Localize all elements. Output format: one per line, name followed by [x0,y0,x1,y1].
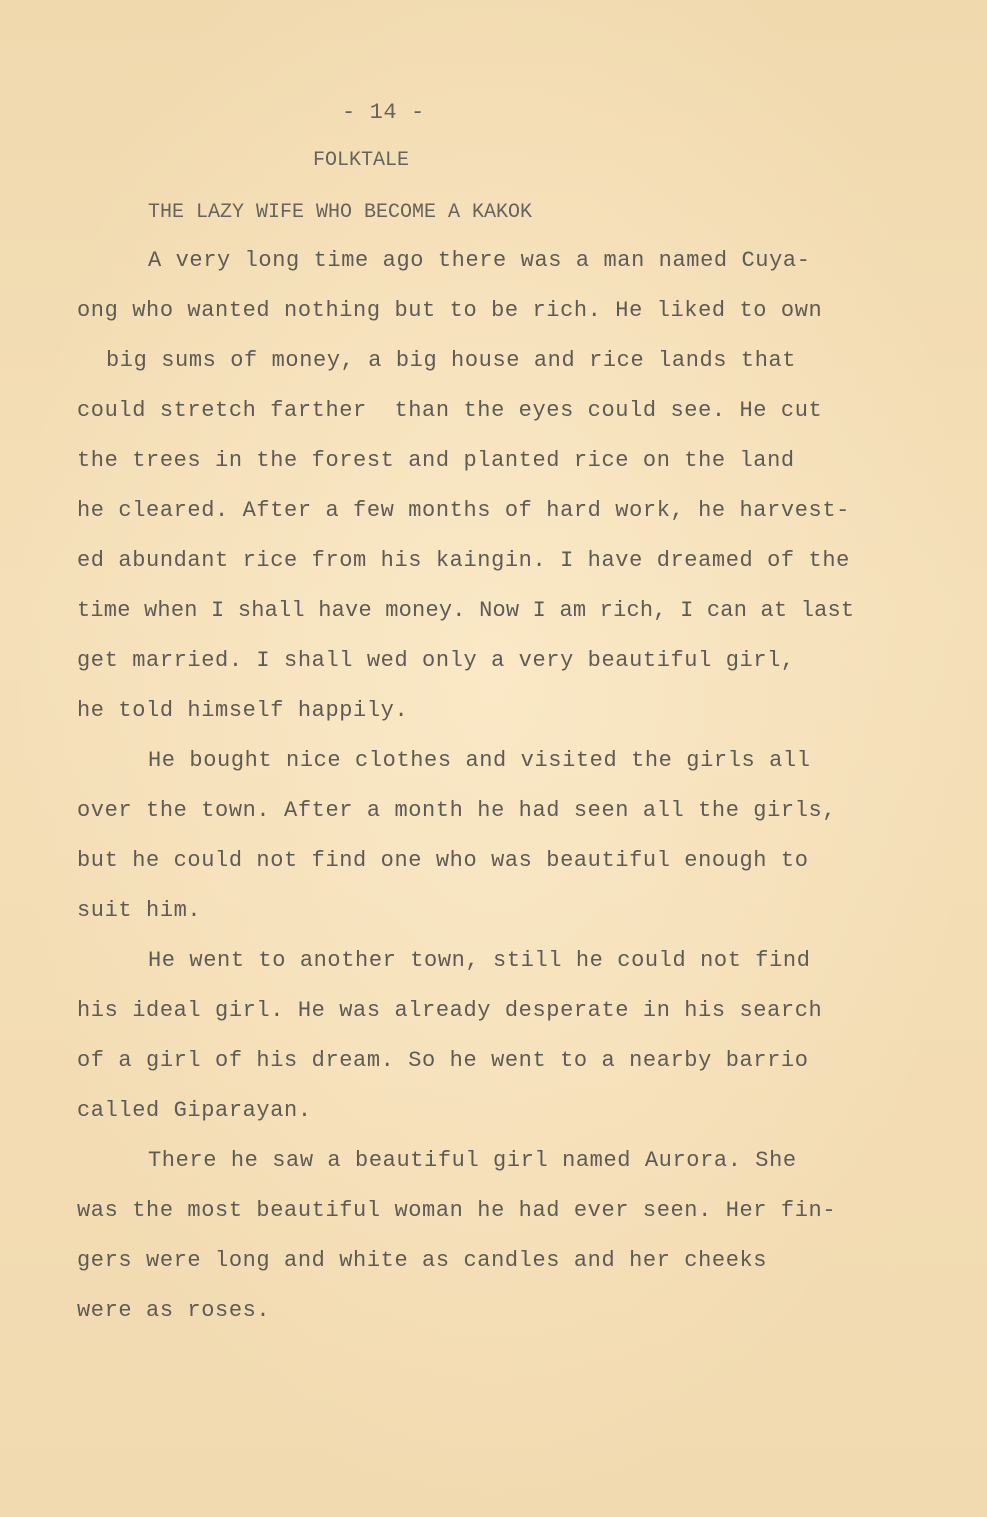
text-line-7: ed abundant rice from his kaingin. I have dreamed of the [77,548,850,573]
text-line-18: called Giparayan. [77,1098,312,1123]
text-line-9: get married. I shall wed only a very beautiful girl, [77,648,795,673]
text-line-19: There he saw a beautiful girl named Aurora. She [148,1148,797,1173]
text-line-12: over the town. After a month he had seen all the girls, [77,798,837,823]
text-line-3: big sums of money, a big house and rice lands that [106,348,797,373]
text-line-11: He bought nice clothes and visited the girls all [148,748,811,773]
text-line-4: could stretch farther than the eyes could see. He cut [77,398,823,423]
story-title: THE LAZY WIFE WHO BECOME A KAKOK [148,201,533,224]
text-line-20: was the most beautiful woman he had ever seen. Her fin- [77,1198,837,1223]
text-line-8: time when I shall have money. Now I am rich, I can at last [77,598,855,623]
text-line-6: he cleared. After a few months of hard work, he harvest- [77,498,850,523]
text-line-1: A very long time ago there was a man named Cuya- [148,248,811,273]
text-line-22: were as roses. [77,1298,271,1323]
text-line-10: he told himself happily. [77,698,409,723]
text-line-16: his ideal girl. He was already desperate in his search [77,998,823,1023]
text-line-17: of a girl of his dream. So he went to a nearby barrio [77,1048,809,1073]
text-line-13: but he could not find one who was beautiful enough to [77,848,809,873]
text-line-21: gers were long and white as candles and her cheeks [77,1248,768,1273]
text-line-15: He went to another town, still he could not find [148,948,811,973]
text-line-2: ong who wanted nothing but to be rich. He liked to own [77,298,823,323]
text-line-14: suit him. [77,898,202,923]
page-number: - 14 - [342,100,425,125]
text-line-5: the trees in the forest and planted rice on the land [77,448,795,473]
section-label: FOLKTALE [313,149,410,172]
